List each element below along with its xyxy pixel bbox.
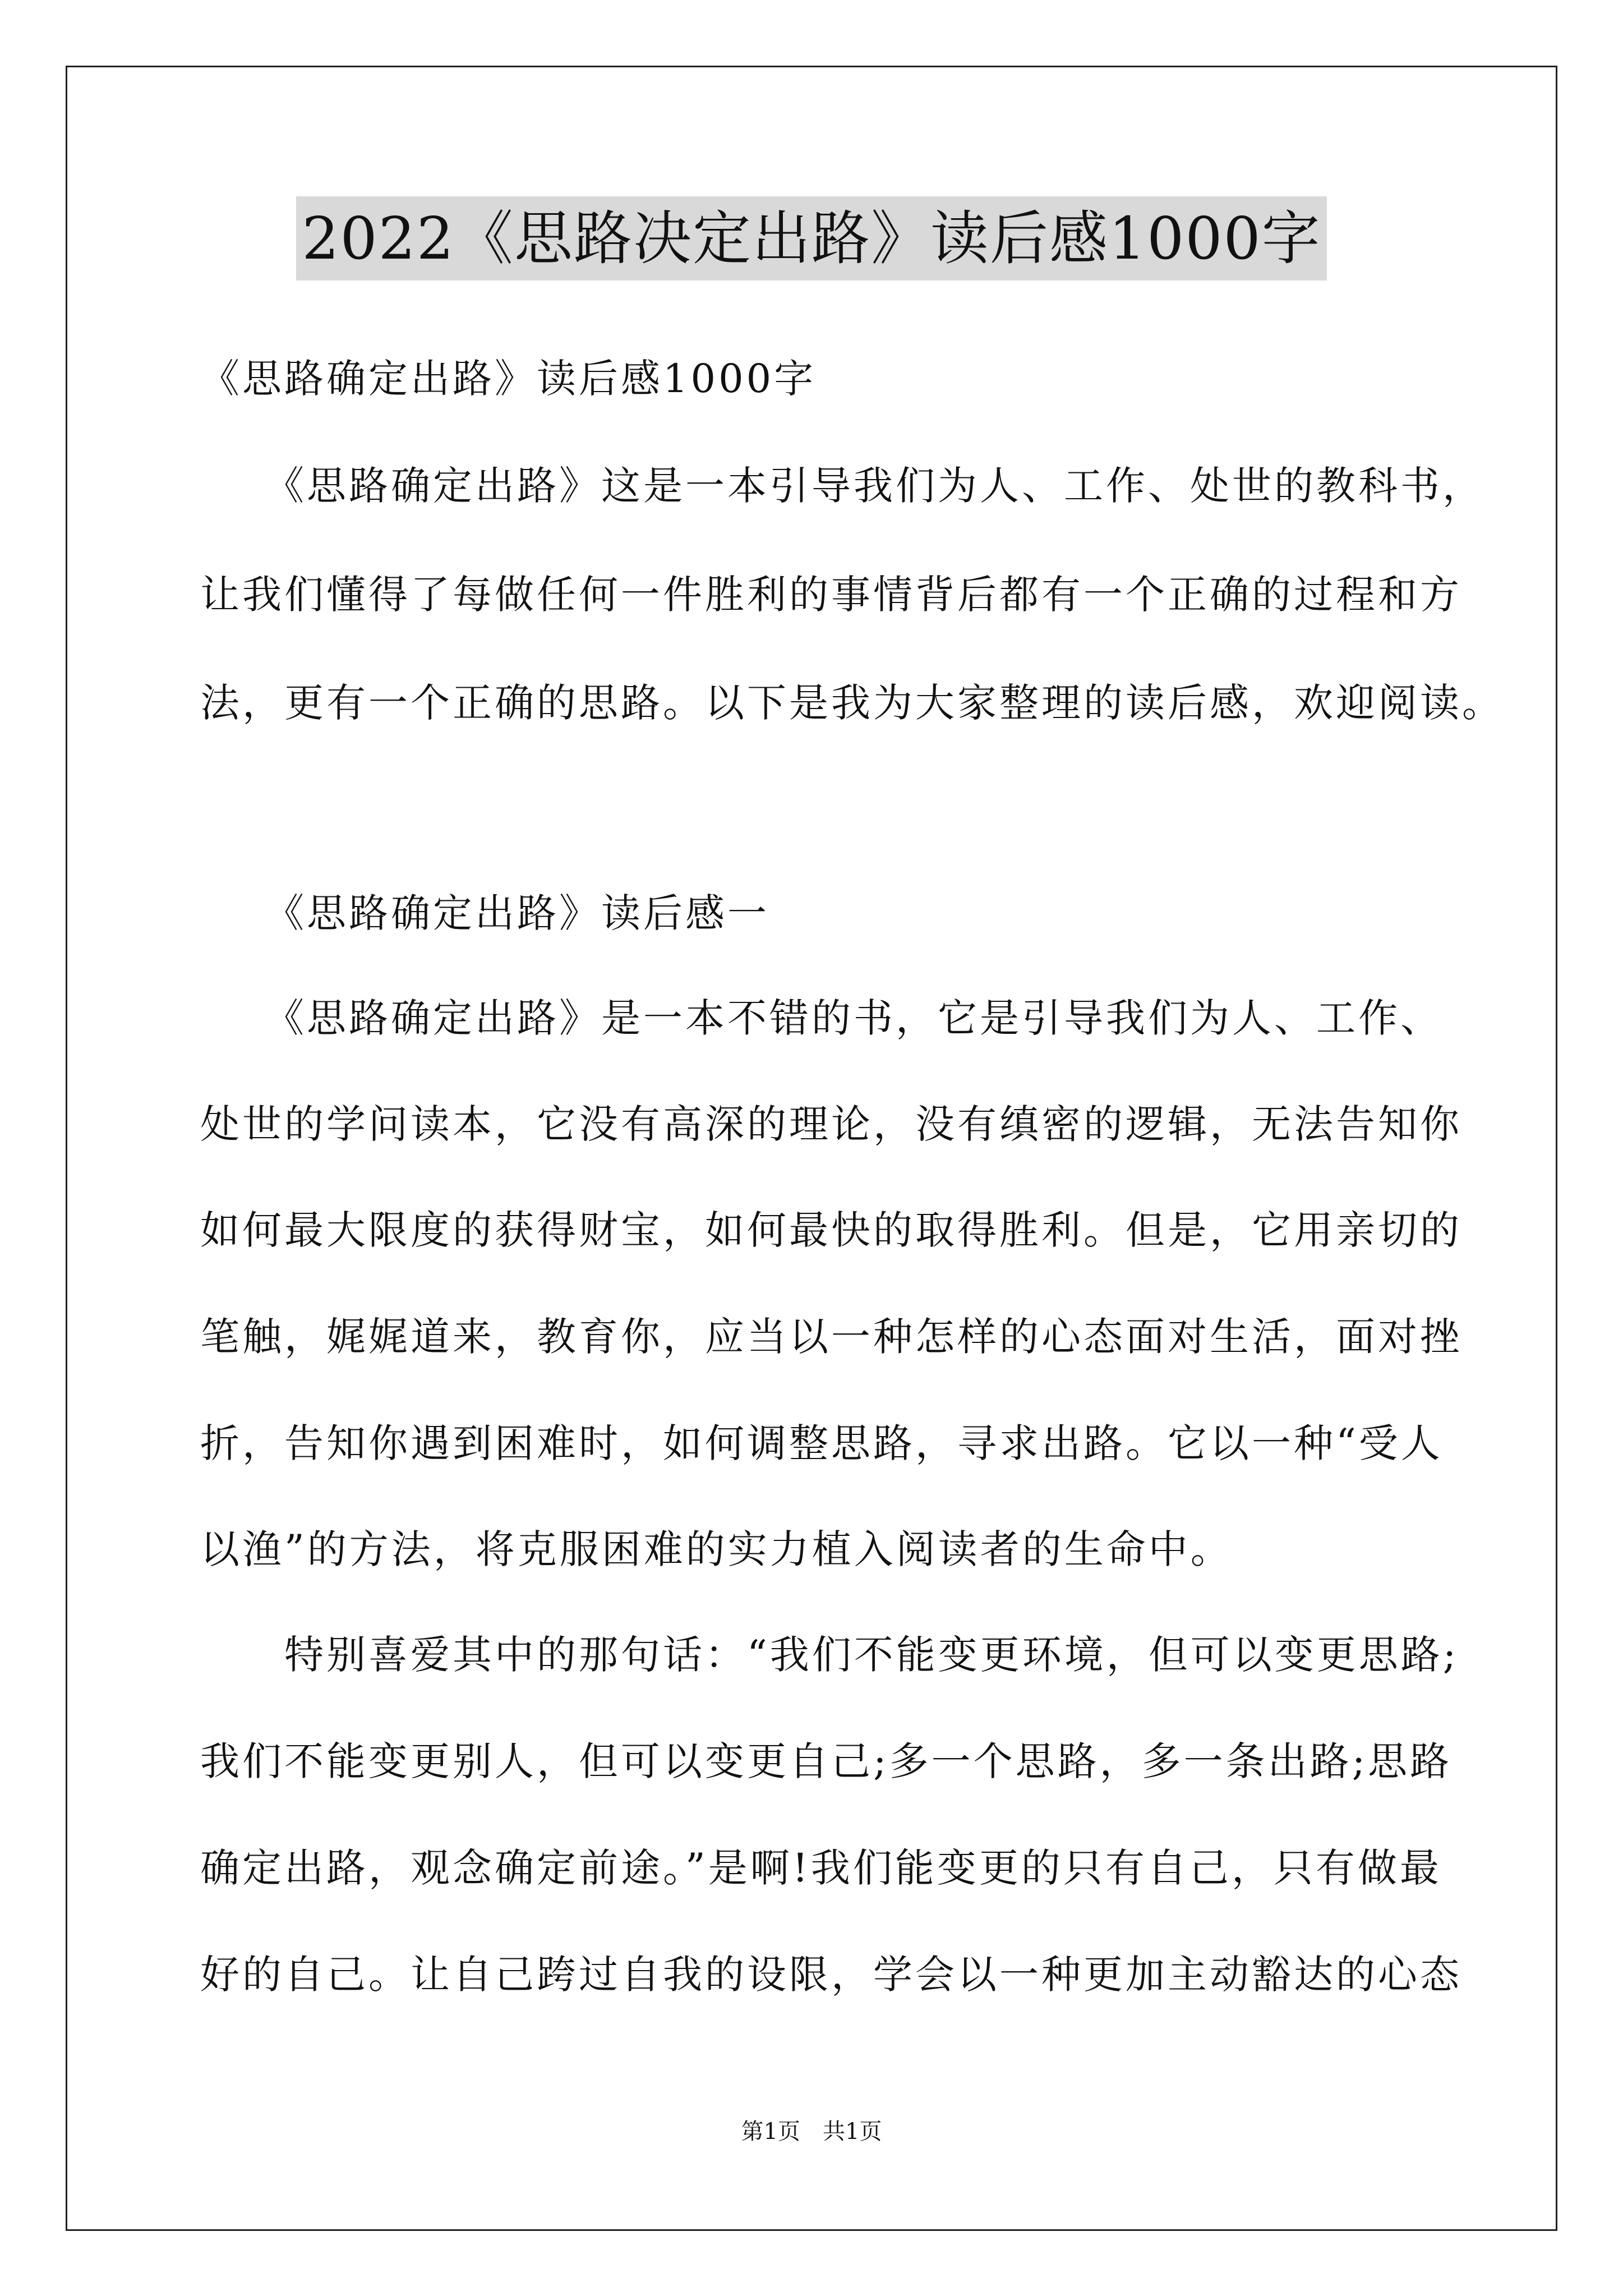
body-line: 我们不能变更别人，但可以变更自己;多一个思路，多一条出路;思路: [200, 1738, 1453, 1784]
body-line: 好的自己。让自己跨过自我的设限，学会以一种更加主动豁达的心态: [200, 1952, 1462, 1998]
intro-line: 《思路确定出路》这是一本引导我们为人、工作、处世的教科书，: [200, 463, 1484, 509]
body-line: 以渔”的方法，将克服困难的实力植入阅读者的生命中。: [200, 1526, 1233, 1572]
body-line: 《思路确定出路》是一本不错的书，它是引导我们为人、工作、: [200, 995, 1442, 1041]
intro-line: 让我们懂得了每做任何一件胜利的事情背后都有一个正确的过程和方: [200, 572, 1462, 618]
body-line: 如何最大限度的获得财宝，如何最快的取得胜利。但是，它用亲切的: [200, 1207, 1462, 1253]
intro-line: 法，更有一个正确的思路。以下是我为大家整理的读后感，欢迎阅读。: [200, 680, 1504, 726]
page-number-footer: 第1页 共1页: [741, 2119, 882, 2145]
body-line: 处世的学问读本，它没有高深的理论，没有缜密的逻辑，无法告知你: [200, 1101, 1462, 1147]
document-title: 2022《思路决定出路》读后感1000字: [296, 196, 1326, 280]
body-line: 折，告知你遇到困难时，如何调整思路，寻求出路。它以一种“受人: [200, 1420, 1443, 1466]
body-line: 确定出路，观念确定前途。”是啊!我们能变更的只有自己，只有做最: [200, 1845, 1442, 1891]
title-area: [0, 196, 1623, 280]
body-line: 特别喜爱其中的那句话：“我们不能变更环境，但可以变更思路;: [200, 1632, 1459, 1678]
body-line: 笔触，娓娓道来，教育你，应当以一种怎样的心态面对生活，面对挫: [200, 1314, 1462, 1360]
document-subtitle: 《思路确定出路》读后感1000字: [200, 356, 817, 402]
section-heading: 《思路确定出路》读后感一: [200, 890, 769, 936]
